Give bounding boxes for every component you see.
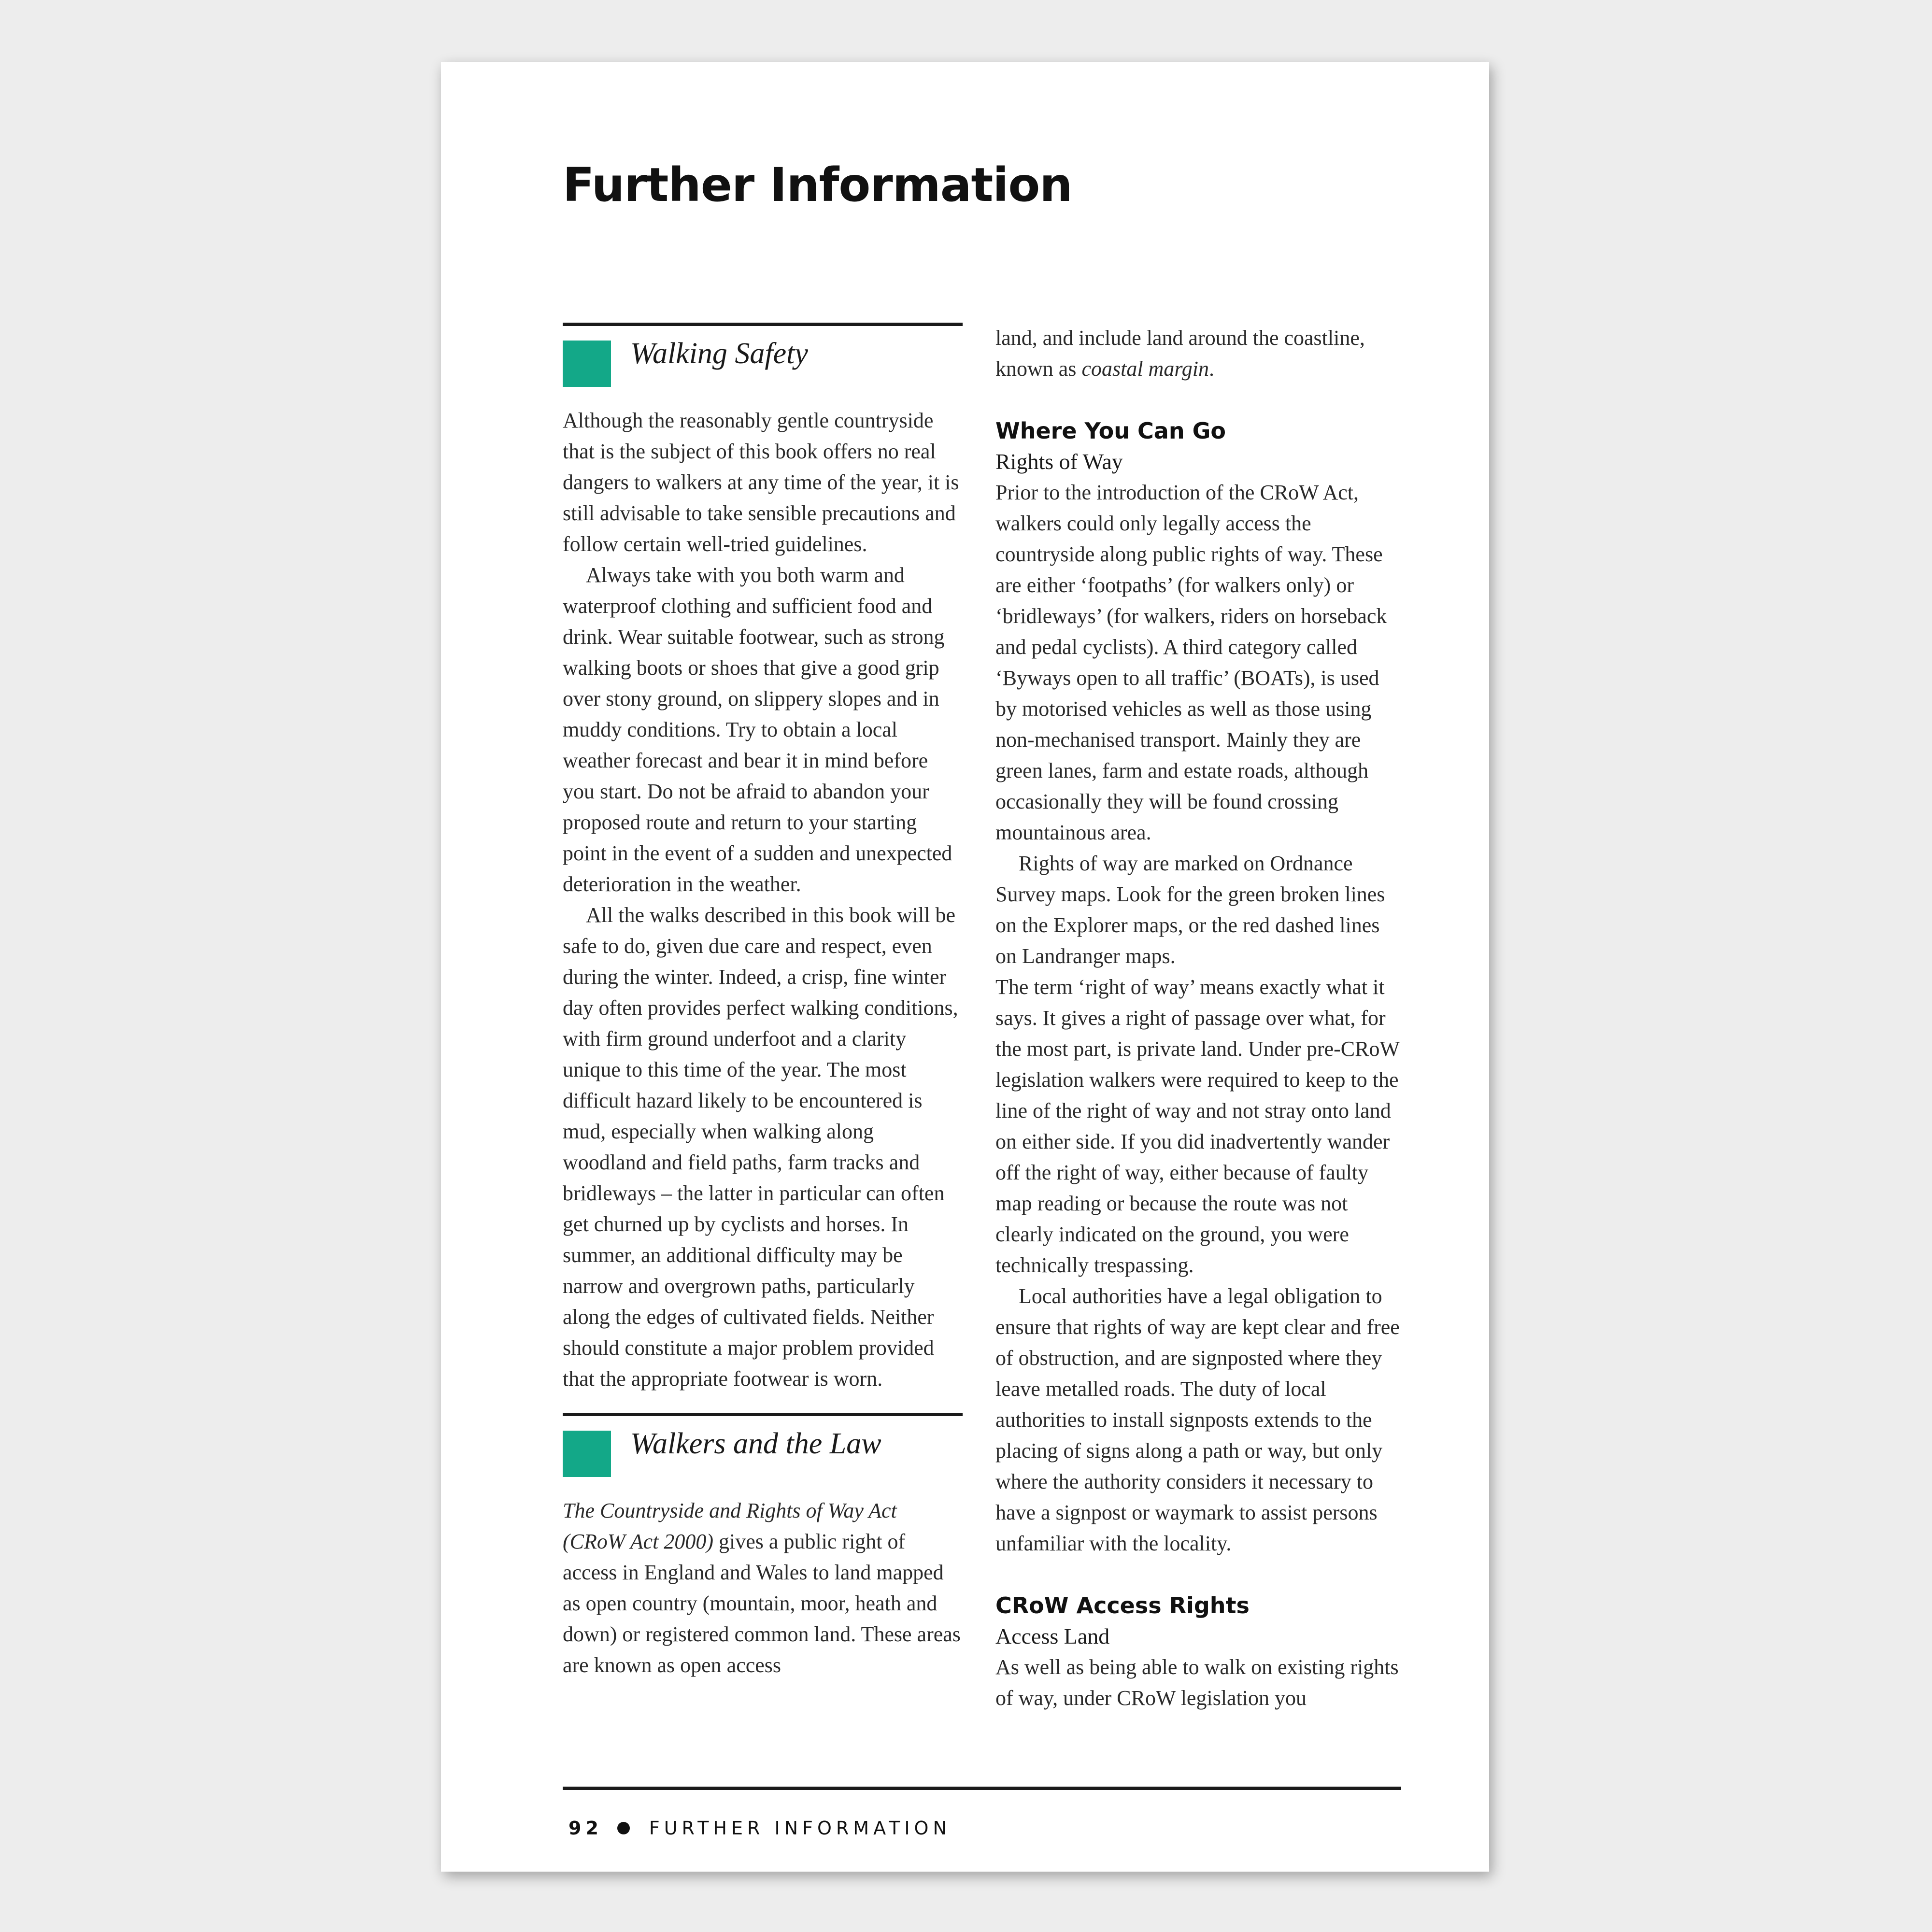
footer-rule <box>563 1787 1401 1790</box>
running-footer-label: FURTHER INFORMATION <box>649 1818 951 1839</box>
left-column <box>563 323 963 1681</box>
paragraph: Rights of way are marked on Ordnance Survey maps. Look for the green broken lines on the Explorer maps, or the red dashed lines on Landranger maps. <box>995 852 1385 968</box>
right-column <box>995 323 1401 1714</box>
paragraph <box>995 323 1401 384</box>
subsection-subheading-rights-of-way: Rights of Way <box>995 449 1123 474</box>
subsection-heading-where-you-can-go: Where You Can Go <box>995 418 1226 444</box>
section-header-walkers-and-the-law <box>563 1413 963 1484</box>
page-footer <box>568 1819 951 1837</box>
paragraph: As well as being able to walk on existing rights of way, under CRoW legislation you <box>995 1655 1399 1710</box>
paragraph <box>563 1495 963 1681</box>
italic-term: coastal margin <box>1081 357 1209 381</box>
paragraph: Local authorities have a legal obligation to ensure that rights of way are kept clear and free of obstruction, and are signposted where they leave metalled roads. The duty of local authorities to install signposts extends to the placing of signs along a path or way, but only where the authority considers it necessary to have a signpost or waymark to assist persons unfamiliar with the locality. <box>995 1284 1400 1555</box>
paragraph-text: gives a public right of access in England and Wales to land mapped as open country (mountain, moor, heath and down) or registered common land. These areas are known as open access <box>563 1530 961 1677</box>
paragraph: Always take with you both warm and waterproof clothing and sufficient food and drink. Wear suitable footwear, such as strong walking boots or shoes that give a good grip over stony ground, on slippery slopes and in muddy conditions. Try to obtain a local weather forecast and bear it in mind before you start. Do not be afraid to abandon your proposed route and return to your starting point in the event of a sudden and unexpected deterioration in the weather. <box>563 563 952 896</box>
paragraph: All the walks described in this book will be safe to do, given due care and respect, even during the winter. Indeed, a crisp, fine winter day often provides perfect walking conditions, with firm ground underfoot and a clarity unique to this time of the year. The most difficult hazard likely to be encountered is mud, especially when walking along woodland and field paths, farm tracks and bridleways – the latter in particular can often get churned up by cyclists and horses. In summer, an additional difficulty may be narrow and overgrown paths, particularly along the edges of cultivated fields. Neither should constitute a major problem provided that the appropriate footwear is worn. <box>563 903 958 1391</box>
subsection-heading-crow-access-rights: CRoW Access Rights <box>995 1592 1250 1619</box>
act-title: The Countryside and Rights of Way Act (CRoW Act 2000) <box>563 1499 897 1553</box>
section-title-walking-safety: Walking Safety <box>630 337 808 370</box>
book-page <box>441 62 1489 1872</box>
paragraph-text: land, and include land around the coastline, known as <box>995 326 1365 381</box>
section-header-walking-safety <box>563 323 963 394</box>
section-title-walkers-and-the-law: Walkers and the Law <box>630 1427 881 1460</box>
section-marker-square <box>563 341 611 387</box>
page-number: 92 <box>568 1818 603 1839</box>
section-marker-square <box>563 1431 611 1477</box>
paragraph: The term ‘right of way’ means exactly what it says. It gives a right of passage over what, for the most part, is private land. Under pre-CRoW legislation walkers were required to keep to the line of the right of way and not stray onto land on either side. If you did inadvertently wander off the right of way, either because of faulty map reading or because the route was not clearly indicated on the ground, you were technically trespassing. <box>995 975 1400 1277</box>
paragraph-text: . <box>1209 357 1215 381</box>
paragraph: Although the reasonably gentle countryside that is the subject of this book offers no real dangers to walkers at any time of the year, it is still advisable to take sensible precautions and follow certain well-tried guidelines. <box>563 409 959 556</box>
paragraph: Prior to the introduction of the CRoW Act, walkers could only legally access the countryside along public rights of way. These are either ‘footpaths’ (for walkers only) or ‘bridleways’ (for walkers, riders on horseback and pedal cyclists). A third category called ‘Byways open to all traffic’ (BOATs), is used by motorised vehicles as well as those using non-mechanised transport. Mainly they are green lanes, farm and estate roads, although occasionally they will be found crossing mountainous area. <box>995 481 1387 844</box>
page-title: Further Information <box>563 158 1072 212</box>
subsection-subheading-access-land: Access Land <box>995 1624 1110 1648</box>
bullet-dot-icon <box>617 1822 630 1834</box>
